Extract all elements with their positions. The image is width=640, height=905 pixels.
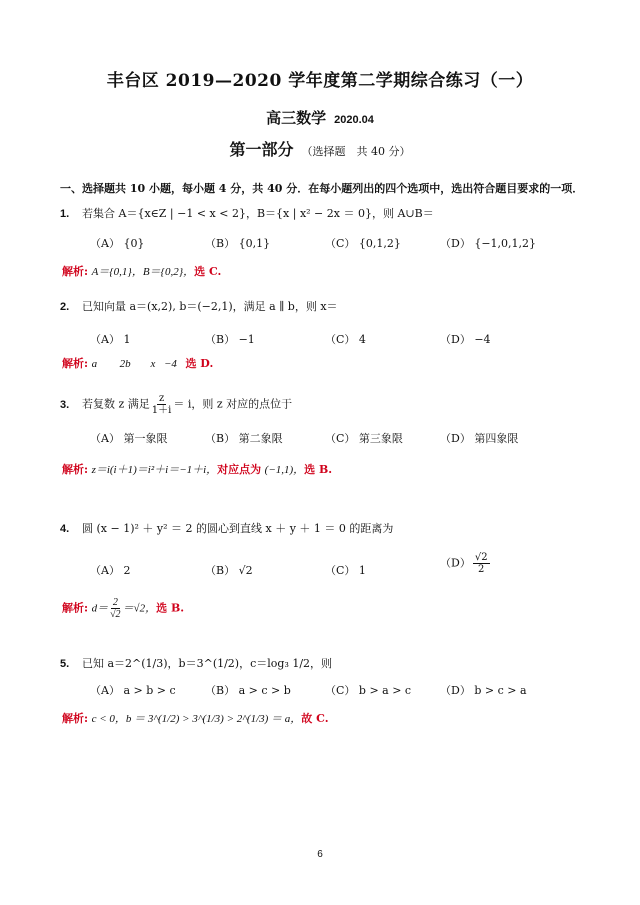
question-4-answer (62, 597, 184, 620)
answer-note: 对应点为 (217, 463, 262, 476)
question-5-stem (60, 655, 332, 671)
section-heading (0, 137, 640, 160)
page-number: 6 (317, 849, 323, 860)
answer-label: 解析: (62, 265, 89, 278)
question-text: 圆 (x − 1)² ＋ y² ＝ 2 的圆心到直线 x ＋ y ＋ 1 ＝ 0 的距离为 (82, 522, 394, 535)
answer-choice: 选 B. (304, 463, 333, 476)
question-4-option-b: （B） √2 (205, 564, 253, 577)
question-number: 3. (60, 398, 70, 411)
fraction-numerator: 2 (112, 597, 118, 608)
question-4-option-c: （C） 1 (325, 564, 366, 577)
subject-label: 高三数学 (266, 109, 327, 127)
question-number: 5. (60, 658, 70, 670)
question-3-option-a: （A） 第一象限 (90, 432, 168, 445)
question-4-option-a: （A） 2 (90, 564, 131, 577)
page-title: 丰台区 2019—2020 学年度第二学期综合练习（一） (106, 71, 534, 91)
question-1-answer (62, 263, 221, 279)
answer-label: 解析: (62, 712, 89, 725)
fraction-denominator: 1＋i (151, 405, 172, 416)
question-4-stem (60, 520, 393, 536)
question-5-answer (62, 710, 329, 726)
answer-math-pre: d＝ (91, 602, 109, 615)
question-3-option-b: （B） 第二象限 (205, 432, 283, 445)
answer-math: c < 0，b ＝ 3^(1/2) > 3^(1/3) > 2^(1/3) ＝ a， (91, 713, 302, 725)
question-2-option-d: （D） −4 (440, 333, 491, 346)
question-5-option-c: （C） b > a > c (325, 684, 412, 697)
question-3-option-c: （C） 第三象限 (325, 432, 403, 445)
answer-choice: 选 D. (185, 357, 214, 370)
question-1-option-a: （A） {0} (90, 237, 145, 250)
question-2-answer (62, 355, 213, 371)
question-number: 4. (60, 523, 70, 535)
fraction (110, 597, 121, 620)
answer-label: 解析: (62, 463, 89, 476)
answer-math: z＝i(i＋1)＝i²＋i＝−1＋i， (91, 464, 218, 476)
question-5-option-d: （D） b > c > a (440, 684, 527, 697)
question-text: 已知向量 a＝(x,2), b＝(−2,1)，满足 a ∥ b，则 x＝ (82, 300, 338, 313)
question-3-answer (62, 461, 332, 477)
question-text: 若集合 A＝{x∈Z | −1 < x < 2}，B＝{x | x² − 2x ＝ 0}，则 A∪B＝ (82, 207, 434, 220)
fraction-numerator: z (158, 393, 165, 404)
part-label: 第一部分 (229, 140, 294, 159)
question-3-stem (60, 393, 292, 416)
section-instructions: 一、选择题共 10 小题，每小题 4 分，共 40 分．在每小题列出的四个选项中，选出符合题目要求的一项． (60, 182, 584, 195)
fraction-denominator: 2 (478, 564, 485, 575)
exam-subtitle (0, 107, 640, 128)
question-1-option-d: （D） {−1,0,1,2} (440, 237, 537, 250)
fraction-numerator: √2 (474, 552, 488, 563)
question-text: 已知 a＝2^(1/3)，b＝3^(1/2)，c＝log₃ 1/2，则 (82, 657, 333, 670)
option-label: （D） (440, 556, 471, 570)
answer-choice: 故 C. (301, 712, 329, 725)
question-2-option-a: （A） 1 (90, 333, 131, 346)
question-1-option-b: （B） {0,1} (205, 237, 271, 250)
answer-math: a⃗ ＝ 2b⃗ ，x＝−4， (91, 358, 186, 370)
question-5-option-a: （A） a > b > c (90, 684, 176, 697)
part-note: （选择题 共 40 分） (301, 145, 411, 158)
question-2-option-c: （C） 4 (325, 333, 366, 346)
answer-label: 解析: (62, 601, 89, 615)
question-number: 2. (60, 301, 70, 313)
answer-label: 解析: (62, 357, 89, 370)
question-5-option-b: （B） a > c > b (205, 684, 291, 697)
fraction-denominator: √2 (110, 609, 121, 620)
exam-date: 2020.04 (334, 114, 374, 126)
question-text-after: ＝ i，则 z 对应的点位于 (173, 397, 293, 411)
answer-choice: 选 B. (156, 601, 185, 615)
question-1-option-c: （C） {0,1,2} (325, 237, 401, 250)
question-number: 1. (60, 208, 70, 220)
question-3-option-d: （D） 第四象限 (440, 432, 519, 445)
answer-math-post: ＝√2， (122, 602, 157, 615)
fraction (473, 552, 490, 575)
question-text-before: 若复数 z 满足 (82, 397, 150, 411)
question-4-option-d (440, 552, 492, 575)
answer-choice: 选 C. (194, 265, 222, 278)
question-2-option-b: （B） −1 (205, 333, 255, 346)
fraction (152, 393, 172, 416)
answer-math: A＝{0,1}，B＝{0,2}， (91, 266, 195, 278)
answer-point: (−1,1)， (264, 464, 305, 476)
question-2-stem (60, 298, 338, 314)
question-1-stem (60, 205, 434, 221)
